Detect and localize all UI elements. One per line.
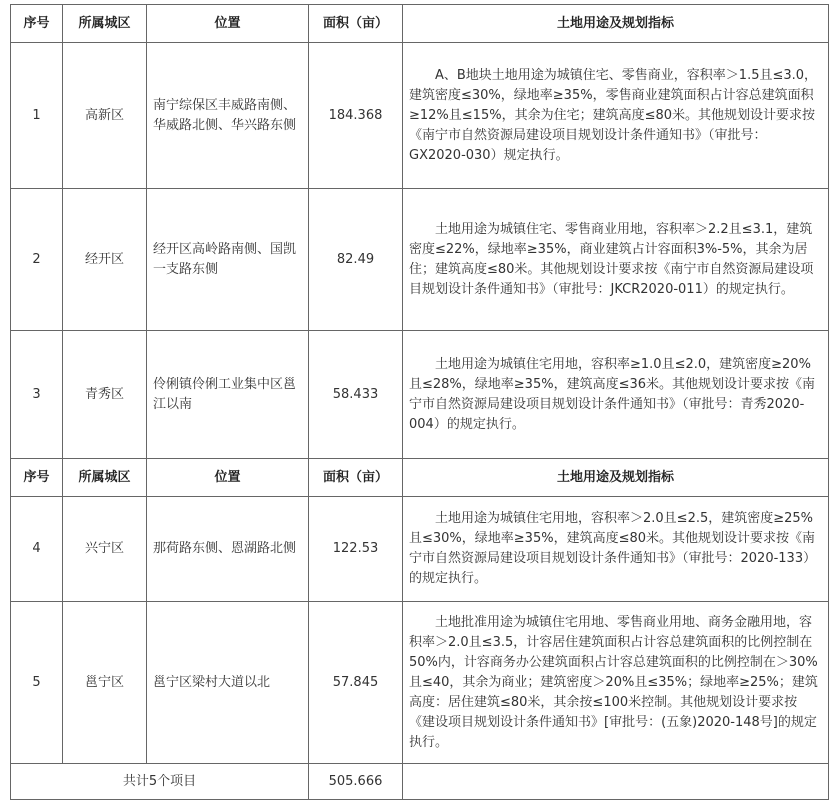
row-district: 兴宁区	[63, 497, 147, 602]
row-location: 邕宁区梁村大道以北	[147, 602, 309, 764]
row-usage: 土地用途为城镇住宅用地，容积率＞2.0且≤2.5，建筑密度≥25%且≤30%，绿地率≥35%，建筑高度≤80米。其他规划设计要求按《南宁市自然资源局建设项目规划设计条件通知书》（审批号：2020-133）的规定执行。	[403, 497, 829, 602]
header-area: 面积（亩）	[309, 459, 403, 497]
row-no: 4	[11, 497, 63, 602]
total-row	[11, 764, 829, 800]
row-area: 58.433	[309, 331, 403, 459]
row-location: 伶俐镇伶俐工业集中区邕江以南	[147, 331, 309, 459]
header-no: 序号	[11, 459, 63, 497]
row-usage: 土地用途为城镇住宅、零售商业用地，容积率＞2.2且≤3.1，建筑密度≤22%，绿地率≥35%，商业建筑占计容面积3%-5%，其余为居住；建筑高度≤80米。其他规划设计要求按《南宁市自然资源局建设项目规划设计条件通知书》（审批号：JKCR2020-011）的规定执行。	[403, 189, 829, 331]
row-area: 184.368	[309, 43, 403, 189]
row-area: 57.845	[309, 602, 403, 764]
row-location: 南宁综保区丰威路南侧、华威路北侧、华兴路东侧	[147, 43, 309, 189]
row-area: 82.49	[309, 189, 403, 331]
table-row	[11, 331, 829, 459]
header-usage: 土地用途及规划指标	[403, 5, 829, 43]
table-row	[11, 189, 829, 331]
row-district: 经开区	[63, 189, 147, 331]
header-location: 位置	[147, 459, 309, 497]
header-usage: 土地用途及规划指标	[403, 459, 829, 497]
row-location: 那荷路东侧、恩湖路北侧	[147, 497, 309, 602]
row-usage: 土地批准用途为城镇住宅用地、零售商业用地、商务金融用地，容积率＞2.0且≤3.5，计容居住建筑面积占计容总建筑面积的比例控制在50%内，计容商务办公建筑面积占计容总建筑面积的比例控制在＞30%且≤40，其余为商业；建筑密度＞20%且≤35%；绿地率≥25%；建筑高度：居住建筑≤80米，其余按≤100米控制。其他规划设计要求按《建设项目规划设计条件通知书》[审批号：(五象)2020-148号]的规定执行。	[403, 602, 829, 764]
row-area: 122.53	[309, 497, 403, 602]
row-no: 1	[11, 43, 63, 189]
row-district: 高新区	[63, 43, 147, 189]
table-header-row	[11, 459, 829, 497]
row-district: 青秀区	[63, 331, 147, 459]
header-district: 所属城区	[63, 5, 147, 43]
table-row	[11, 497, 829, 602]
header-area: 面积（亩）	[309, 5, 403, 43]
table-header-row	[11, 5, 829, 43]
row-location: 经开区高岭路南侧、国凯一支路东侧	[147, 189, 309, 331]
header-no: 序号	[11, 5, 63, 43]
row-usage: 土地用途为城镇住宅用地，容积率≥1.0且≤2.0，建筑密度≥20%且≤28%，绿地率≥35%，建筑高度≤36米。其他规划设计要求按《南宁市自然资源局建设项目规划设计条件通知书》（审批号：青秀2020-004）的规定执行。	[403, 331, 829, 459]
total-label: 共计5个项目	[11, 764, 309, 800]
row-no: 3	[11, 331, 63, 459]
row-no: 5	[11, 602, 63, 764]
header-district: 所属城区	[63, 459, 147, 497]
row-no: 2	[11, 189, 63, 331]
total-empty-cell	[403, 764, 829, 800]
table-row	[11, 43, 829, 189]
land-parcel-table	[10, 4, 829, 800]
table-row	[11, 602, 829, 764]
total-area: 505.666	[309, 764, 403, 800]
row-district: 邕宁区	[63, 602, 147, 764]
header-location: 位置	[147, 5, 309, 43]
row-usage: A、B地块土地用途为城镇住宅、零售商业，容积率＞1.5且≤3.0，建筑密度≤30%，绿地率≥35%，零售商业建筑面积占计容总建筑面积≥12%且≤15%，其余为住宅；建筑高度≤80米。其他规划设计要求按《南宁市自然资源局建设项目规划设计条件通知书》（审批号：GX2020-030）规定执行。	[403, 43, 829, 189]
